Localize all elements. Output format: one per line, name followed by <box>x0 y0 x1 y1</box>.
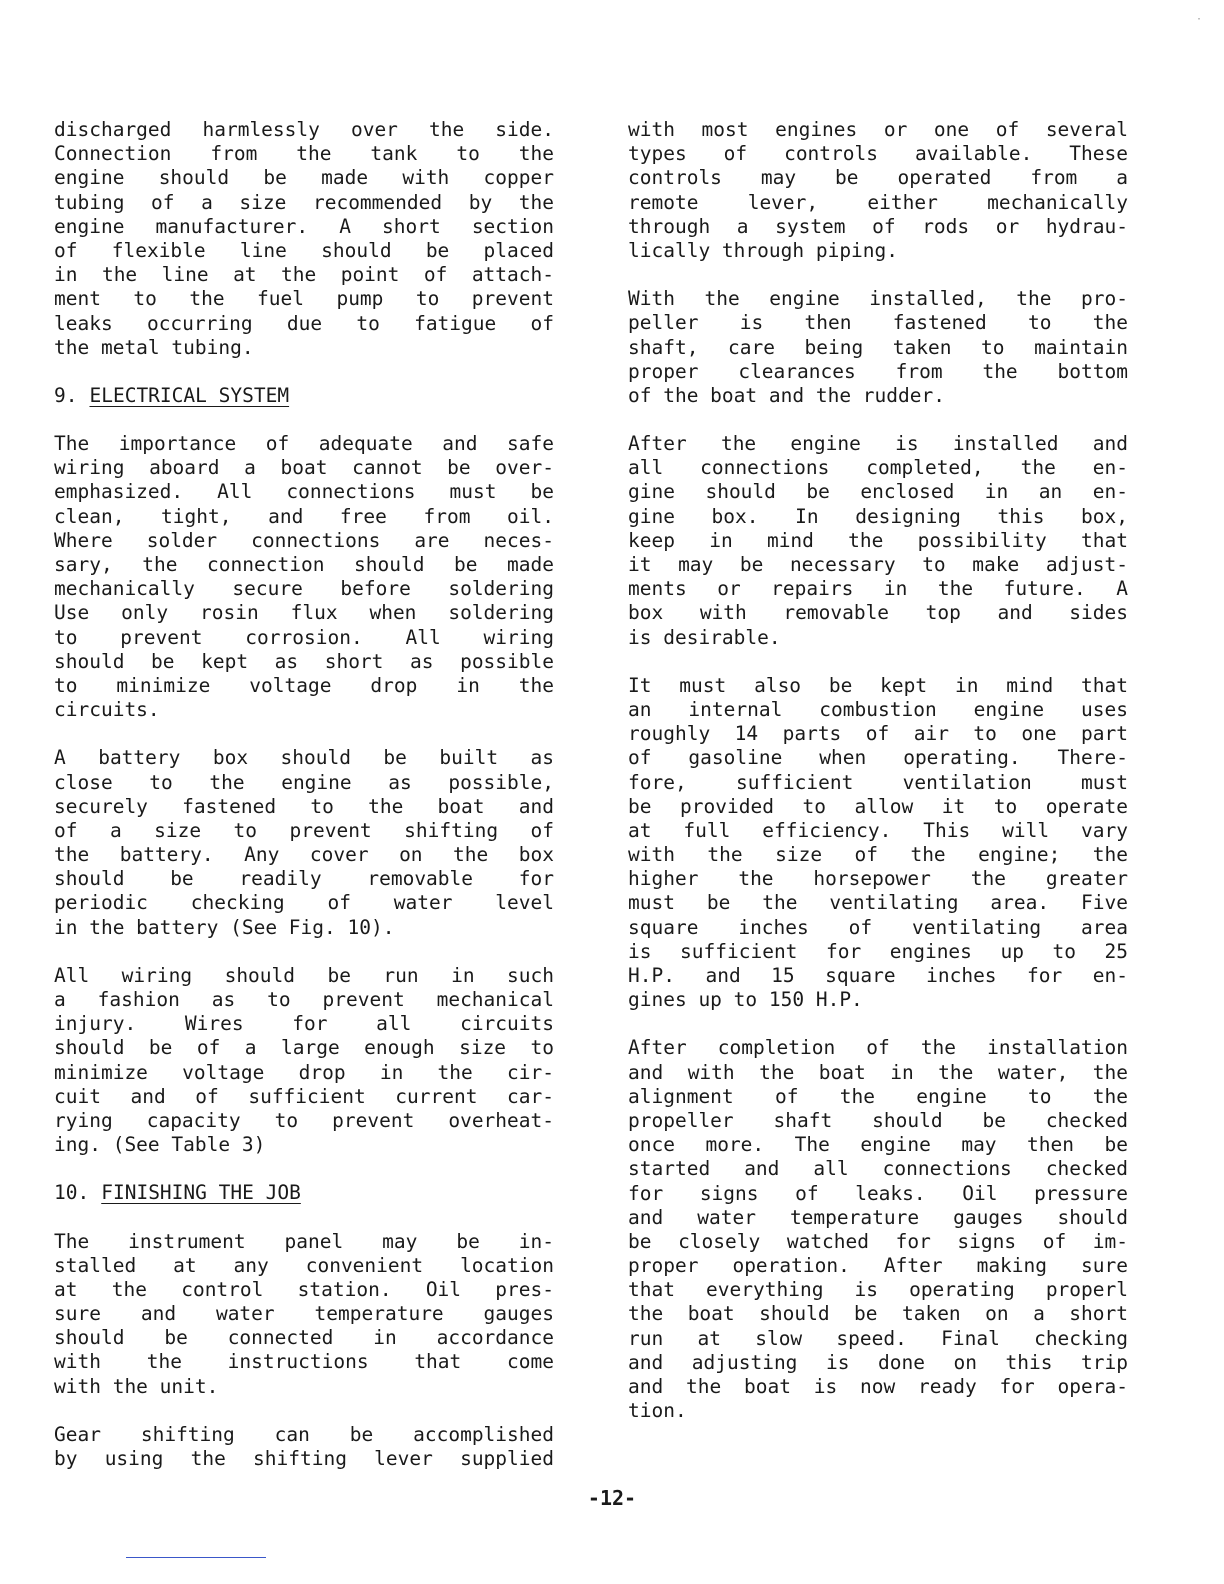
text-line: and the boat is now ready for opera- <box>628 1375 1128 1398</box>
text-line: engine manufacturer. A short section <box>54 214 554 238</box>
text-line: alignment of the engine to the <box>628 1084 1128 1108</box>
paragraph <box>54 432 554 722</box>
text-line: run at slow speed. Final checking <box>628 1326 1128 1350</box>
text-line: emphasized. All connections must be <box>54 480 554 504</box>
page-number: -12- <box>587 1486 637 1510</box>
text-line: of a size to prevent shifting of <box>54 818 554 842</box>
text-line: at full efficiency. This will vary <box>628 818 1128 842</box>
right-column <box>628 118 1128 1423</box>
text-line: be provided to allow it to operate <box>628 794 1128 818</box>
text-line: propeller shaft should be checked <box>628 1108 1128 1132</box>
text-line: clean, tight, and free from oil. <box>54 504 554 528</box>
text-line: a fashion as to prevent mechanical <box>54 988 554 1011</box>
paragraph <box>54 746 554 940</box>
text-line: and with the boat in the water, the <box>628 1060 1128 1084</box>
text-line: Use only rosin flux when soldering <box>54 601 554 625</box>
text-line: started and all connections checked <box>628 1157 1128 1181</box>
text-line: proper clearances from the bottom <box>628 359 1128 383</box>
text-line: by using the shifting lever supplied <box>54 1447 554 1470</box>
text-line: ment to the fuel pump to prevent <box>54 287 554 311</box>
paragraph <box>628 118 1128 263</box>
text-line: square inches of ventilating area <box>628 915 1128 939</box>
text-line: tion. <box>628 1399 687 1423</box>
section-number: 10. <box>54 1181 90 1205</box>
text-line: A battery box should be built as <box>54 746 554 770</box>
text-line: fore, sufficient ventilation must <box>628 770 1128 794</box>
text-line: at the control station. Oil pres- <box>54 1277 554 1301</box>
text-line: an internal combustion engine uses <box>628 697 1128 721</box>
paragraph <box>54 964 554 1158</box>
text-line: engine should be made with copper <box>54 166 554 190</box>
text-line: proper operation. After making sure <box>628 1254 1128 1278</box>
text-line: is sufficient for engines up to 25 <box>628 939 1128 963</box>
text-line: must be the ventilating area. Five <box>628 891 1128 915</box>
paragraph <box>54 118 554 360</box>
text-line: controls may be operated from a <box>628 166 1128 190</box>
text-line: all connections completed, the en- <box>628 456 1128 480</box>
text-line: peller is then fastened to the <box>628 311 1128 335</box>
text-line: higher the horsepower the greater <box>628 867 1128 891</box>
text-line: to minimize voltage drop in the <box>54 673 554 697</box>
section-heading-9 <box>54 384 554 408</box>
text-line: for signs of leaks. Oil pressure <box>628 1181 1128 1205</box>
text-line: Gear shifting can be accomplished <box>54 1422 554 1446</box>
text-line: once more. The engine may then be <box>628 1133 1128 1157</box>
text-line: mechanically secure before soldering <box>54 577 554 601</box>
text-line: roughly 14 parts of air to one part <box>628 722 1128 746</box>
text-line: with the size of the engine; the <box>628 843 1128 867</box>
text-line: should be connected in accordance <box>54 1326 554 1350</box>
text-line: With the engine installed, the pro- <box>628 287 1128 311</box>
text-line: the metal tubing. <box>54 335 254 359</box>
text-line: gines up to 150 H.P. <box>628 988 863 1012</box>
text-line: be closely watched for signs of im- <box>628 1229 1128 1253</box>
text-line: it may be necessary to make adjust- <box>628 553 1128 576</box>
text-line: types of controls available. These <box>628 142 1128 166</box>
text-line: stalled at any convenient location <box>54 1253 554 1277</box>
paragraph <box>628 287 1128 408</box>
text-line: It must also be kept in mind that <box>628 673 1128 697</box>
text-line: close to the engine as possible, <box>54 770 554 794</box>
text-line: rying capacity to prevent overheat- <box>54 1108 554 1132</box>
text-line: and water temperature gauges should <box>628 1205 1128 1229</box>
paragraph <box>54 1423 554 1471</box>
text-line: the boat should be taken on a short <box>628 1302 1128 1326</box>
text-line: H.P. and 15 square inches for en- <box>628 964 1128 987</box>
section-number: 9. <box>54 383 78 407</box>
text-line: After the engine is installed and <box>628 432 1128 456</box>
text-line: securely fastened to the boat and <box>54 794 554 818</box>
text-line: leaks occurring due to fatigue of <box>54 311 554 335</box>
text-line: Connection from the tank to the <box>54 142 554 166</box>
text-line: wiring aboard a boat cannot be over- <box>54 456 554 480</box>
text-line: keep in mind the possibility that <box>628 528 1128 552</box>
paragraph <box>628 1036 1128 1423</box>
text-line: sary, the connection should be made <box>54 553 554 576</box>
text-line: remote lever, either mechanically <box>628 190 1128 214</box>
text-line: that everything is operating properl <box>628 1278 1128 1302</box>
text-line: through a system of rods or hydrau- <box>628 214 1128 238</box>
text-line: discharged harmlessly over the side. <box>54 118 554 141</box>
paragraph <box>628 432 1128 650</box>
section-heading-10 <box>54 1181 554 1205</box>
text-line: The instrument panel may be in- <box>54 1229 554 1253</box>
left-column <box>54 118 554 1471</box>
text-line: gine box. In designing this box, <box>628 504 1128 528</box>
paragraph <box>628 674 1128 1013</box>
text-line: cuit and of sufficient current car- <box>54 1084 554 1108</box>
text-line: periodic checking of water level <box>54 891 554 915</box>
text-line: The importance of adequate and safe <box>54 432 554 456</box>
text-line: lically through piping. <box>628 238 899 262</box>
text-line: All wiring should be run in such <box>54 963 554 987</box>
text-line: shaft, care being taken to maintain <box>628 335 1128 359</box>
text-line: box with removable top and sides <box>628 601 1128 625</box>
text-line: the battery. Any cover on the box <box>54 843 554 867</box>
paragraph <box>54 1230 554 1399</box>
text-line: and adjusting is done on this trip <box>628 1350 1128 1374</box>
text-line: should be kept as short as possible <box>54 649 554 673</box>
text-line: ments or repairs in the future. A <box>628 577 1128 601</box>
text-line: in the line at the point of attach- <box>54 263 554 287</box>
text-line: in the battery (See Fig. 10). <box>54 915 395 939</box>
text-line: circuits. <box>54 698 160 722</box>
text-line: with the unit. <box>54 1374 219 1398</box>
text-line: with most engines or one of several <box>628 118 1128 141</box>
text-line: After completion of the installation <box>628 1036 1128 1060</box>
text-line: minimize voltage drop in the cir- <box>54 1060 554 1084</box>
text-line: of gasoline when operating. There- <box>628 746 1128 770</box>
text-line: with the instructions that come <box>54 1350 554 1374</box>
text-line: gine should be enclosed in an en- <box>628 480 1128 504</box>
text-line: injury. Wires for all circuits <box>54 1012 554 1036</box>
corner-mark: · <box>1196 14 1203 25</box>
text-line: of the boat and the rudder. <box>628 383 945 407</box>
text-line: to prevent corrosion. All wiring <box>54 625 554 649</box>
text-line: should be readily removable for <box>54 867 554 891</box>
text-line: of flexible line should be placed <box>54 238 554 262</box>
text-line: ing. (See Table 3) <box>54 1133 266 1157</box>
text-line: tubing of a size recommended by the <box>54 190 554 214</box>
text-line: sure and water temperature gauges <box>54 1302 554 1326</box>
section-title: ELECTRICAL SYSTEM <box>89 383 290 407</box>
text-line: Where solder connections are neces- <box>54 528 554 552</box>
footer-rule <box>126 1557 266 1558</box>
section-title: FINISHING THE JOB <box>101 1181 301 1205</box>
text-line: is desirable. <box>628 625 781 649</box>
text-line: should be of a large enough size to <box>54 1036 554 1060</box>
